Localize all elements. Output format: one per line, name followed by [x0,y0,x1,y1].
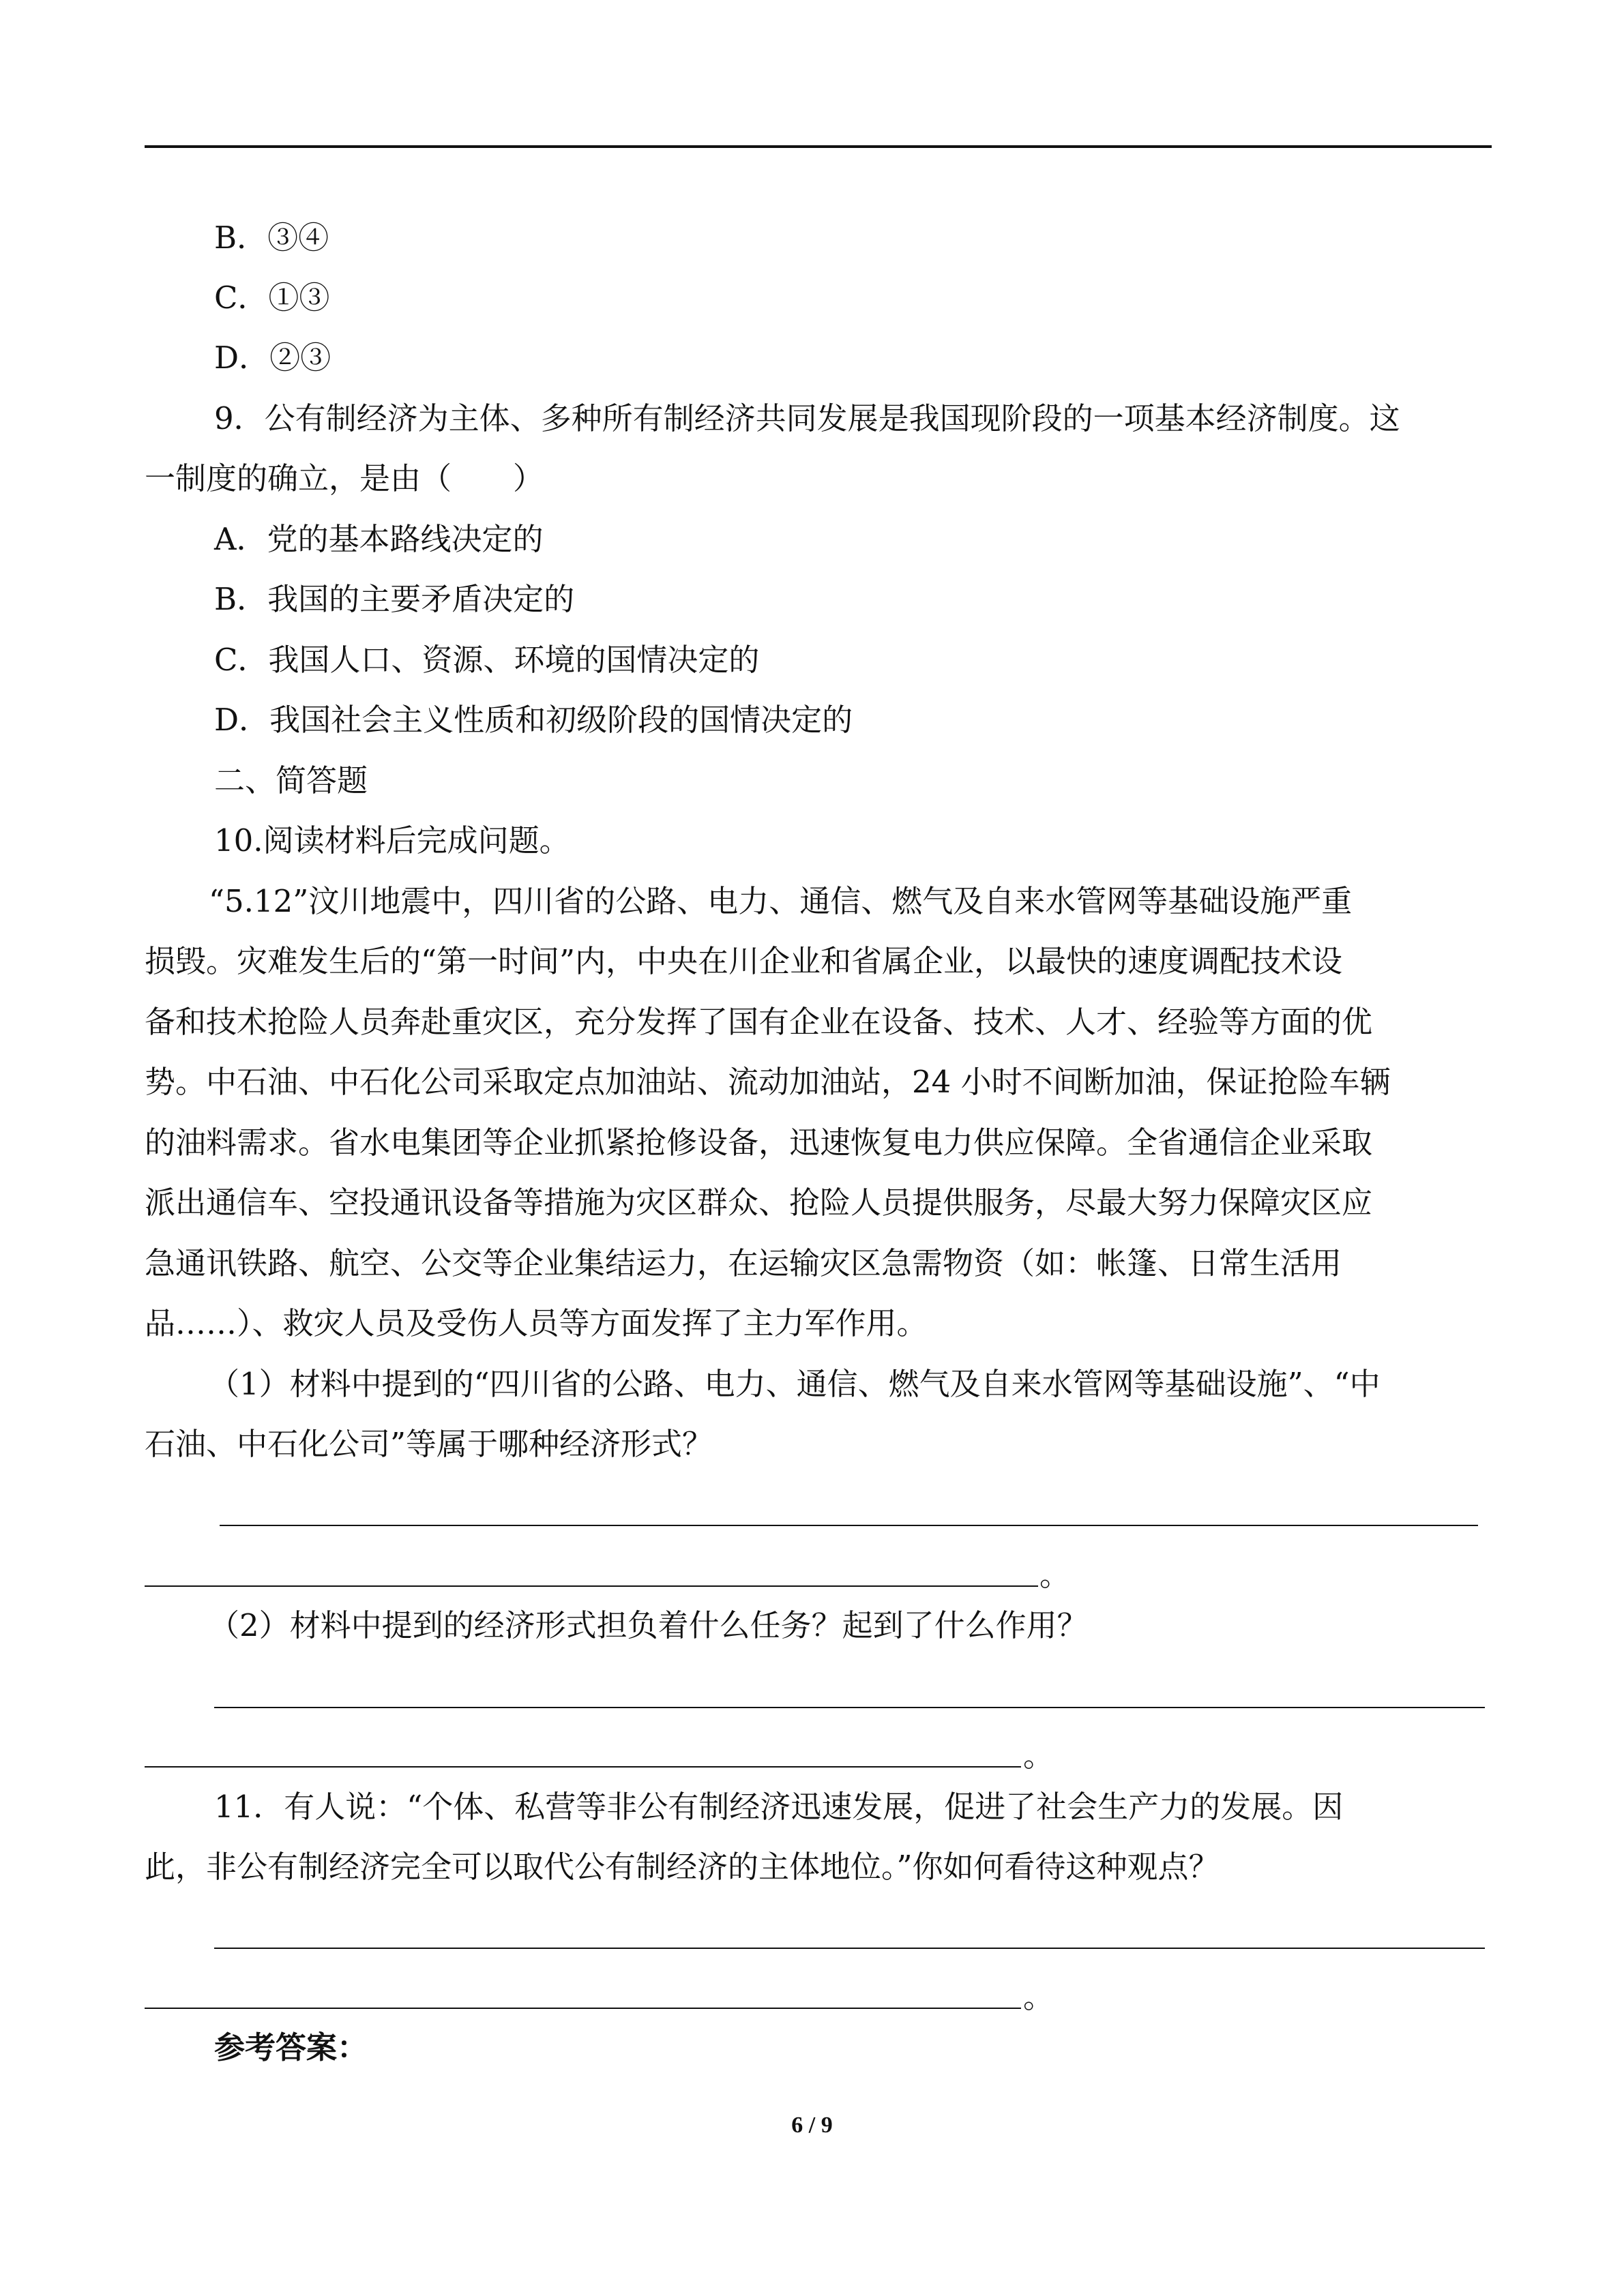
q10-sub1-answer-blank-1[interactable] [220,1525,1478,1526]
q9-line-2: 一制度的确立，是由（ ） [145,460,544,496]
q10-sub1-period: 。 [1039,1557,1071,1593]
q9-option-b: B．我国的主要矛盾决定的 [214,581,575,617]
q10-sub1-line-2: 石油、中石化公司”等属于哪种经济形式？ [145,1426,713,1462]
q10-intro: 10.阅读材料后完成问题。 [214,822,570,859]
q11-line-1: 11．有人说：“个体、私营等非公有制经济迅速发展，促进了社会生产力的发展。因 [214,1789,1344,1825]
section-title: 二、简答题 [214,762,368,799]
q9-line-1: 9．公有制经济为主体、多种所有制经济共同发展是我国现阶段的一项基本经济制度。这 [214,400,1400,436]
q10-sub2-answer-blank-1[interactable] [214,1707,1485,1708]
q11-answer-blank-2[interactable] [145,2008,1021,2009]
q10-material-line-3: 备和技术抢险人员奔赴重灾区，充分发挥了国有企业在设备、技术、人才、经验等方面的优 [145,1004,1373,1040]
q9-option-c: C．我国人口、资源、环境的国情决定的 [214,642,760,678]
q10-sub2-answer-blank-2[interactable] [145,1766,1021,1768]
q10-sub1-answer-blank-2[interactable] [145,1585,1038,1587]
q10-sub2-period: 。 [1023,1738,1054,1774]
q10-material-line-8: 品……）、救灾人员及受伤人员等方面发挥了主力军作用。 [145,1305,928,1341]
q9-option-d: D．我国社会主义性质和初级阶段的国情决定的 [214,702,853,738]
option-c: C．①③ [214,280,330,316]
q9-option-a: A．党的基本路线决定的 [214,521,544,557]
reference-answers-title: 参考答案： [214,2029,368,2066]
q11-period: 。 [1023,1979,1054,2015]
q10-material-line-5: 的油料需求。省水电集团等企业抓紧抢修设备，迅速恢复电力供应保障。全省通信企业采取 [145,1124,1373,1161]
q10-material-line-1: “5.12”汶川地震中，四川省的公路、电力、通信、燃气及自来水管网等基础设施严重 [209,883,1353,919]
q10-material-line-6: 派出通信车、空投通讯设备等措施为灾区群众、抢险人员提供服务，尽最大努力保障灾区应 [145,1184,1373,1221]
q11-answer-blank-1[interactable] [214,1948,1485,1949]
option-d: D．②③ [214,340,331,376]
header-rule [145,145,1492,148]
q10-material-line-7: 急通讯铁路、航空、公交等企业集结运力，在运输灾区急需物资（如：帐篷、日常生活用 [145,1245,1342,1281]
q10-material-line-4: 势。中石油、中石化公司采取定点加油站、流动加油站，24 小时不间断加油，保证抢险车辆 [145,1064,1391,1100]
q10-material-line-2: 损毁。灾难发生后的“第一时间”内，中央在川企业和省属企业，以最快的速度调配技术设 [145,943,1343,979]
q10-sub1-line-1: （1）材料中提到的“四川省的公路、电力、通信、燃气及自来水管网等基础设施”、“中 [209,1366,1381,1402]
page-number: 6 / 9 [791,2113,833,2138]
q11-line-2: 此，非公有制经济完全可以取代公有制经济的主体地位。”你如何看待这种观点？ [145,1849,1220,1885]
option-b: B．③④ [214,220,329,256]
q10-sub2: （2）材料中提到的经济形式担负着什么任务？起到了什么作用？ [209,1607,1088,1643]
